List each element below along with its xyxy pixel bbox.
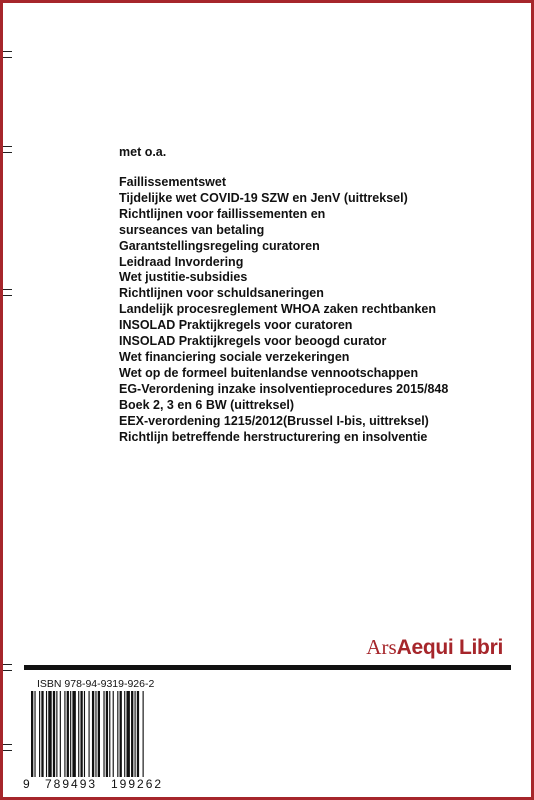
barcode-bar (95, 691, 96, 777)
barcode-bar (109, 691, 110, 777)
barcode-bar (137, 691, 139, 777)
barcode-bar (70, 691, 71, 777)
barcode-bar (56, 691, 57, 777)
list-item: Wet financiering sociale verzekeringen (119, 349, 350, 364)
crop-mark (3, 51, 12, 58)
crop-mark (3, 289, 12, 296)
barcode-bar (60, 691, 61, 777)
list-item: surseances van betaling (119, 222, 265, 237)
isbn-label: ISBN 978-94-9319-926-2 (37, 678, 155, 690)
crop-mark (3, 664, 12, 671)
barcode-bar (126, 691, 129, 777)
barcode-bar (31, 691, 33, 777)
barcode-bar (48, 691, 51, 777)
barcode-bar (120, 691, 122, 777)
barcode-bar (113, 691, 114, 777)
list-item: Landelijk procesreglement WHOA zaken rechtbanken (119, 302, 436, 317)
barcode-bar (80, 691, 82, 777)
publisher-logo-part: Aequi Libri (396, 636, 503, 659)
list-item: Boek 2, 3 en 6 BW (uittreksel) (119, 397, 295, 412)
barcode-bar (143, 691, 144, 777)
list-item: EEX-verordening 1215/2012(Brussel I-bis, uittreksel) (119, 413, 429, 428)
barcode-bar (92, 691, 94, 777)
barcode-bar (131, 691, 133, 777)
list-item: Richtlijn betreffende herstructurering en insolventie (119, 429, 428, 444)
crop-mark (3, 744, 12, 751)
barcode-bar (41, 691, 43, 777)
barcode-digit-first: 9 (23, 777, 30, 791)
barcode-bar (67, 691, 69, 777)
barcode-bar (117, 691, 118, 777)
list-item: Garantstellingsregeling curatoren (119, 238, 320, 253)
list-item: INSOLAD Praktijkregels voor beoogd curator (119, 334, 387, 349)
list-item: Richtlijnen voor faillissementen en (119, 206, 326, 221)
barcode-bar (89, 691, 90, 777)
list-item: INSOLAD Praktijkregels voor curatoren (119, 318, 353, 333)
barcode-bar (46, 691, 47, 777)
list-item: Tijdelijke wet COVID-19 SZW en JenV (uittreksel) (119, 190, 408, 205)
barcode-bar (106, 691, 108, 777)
contents-list (119, 175, 448, 445)
intro-text: met o.a. (119, 145, 167, 159)
list-item: Richtlijnen voor schuldsaneringen (119, 286, 324, 301)
divider (24, 665, 511, 670)
list-item: Wet op de formeel buitenlandse vennootschappen (119, 365, 419, 380)
barcode-bar (103, 691, 104, 777)
list-item: Wet justitie-subsidies (119, 270, 248, 285)
barcode-bar (53, 691, 55, 777)
list-item: Leidraad Invordering (119, 254, 244, 269)
publisher-logo (366, 635, 503, 660)
barcode-bar (84, 691, 85, 777)
barcode-bar (124, 691, 125, 777)
list-item: EG-Verordening inzake insolventieprocedures 2015/848 (119, 381, 449, 396)
barcode-bar (39, 691, 40, 777)
crop-mark (3, 146, 12, 153)
barcode-digits-left: 789493 (45, 777, 98, 791)
barcode-bar (135, 691, 136, 777)
barcode-bar (78, 691, 79, 777)
barcode-digits-right: 199262 (111, 777, 164, 791)
barcode-bar (72, 691, 75, 777)
barcode-bar (34, 691, 35, 777)
list-item: Faillissementswet (119, 175, 226, 189)
barcode (31, 691, 181, 777)
barcode-bar (64, 691, 65, 777)
publisher-logo-part: Ars (366, 635, 397, 659)
barcode-bar (98, 691, 100, 777)
